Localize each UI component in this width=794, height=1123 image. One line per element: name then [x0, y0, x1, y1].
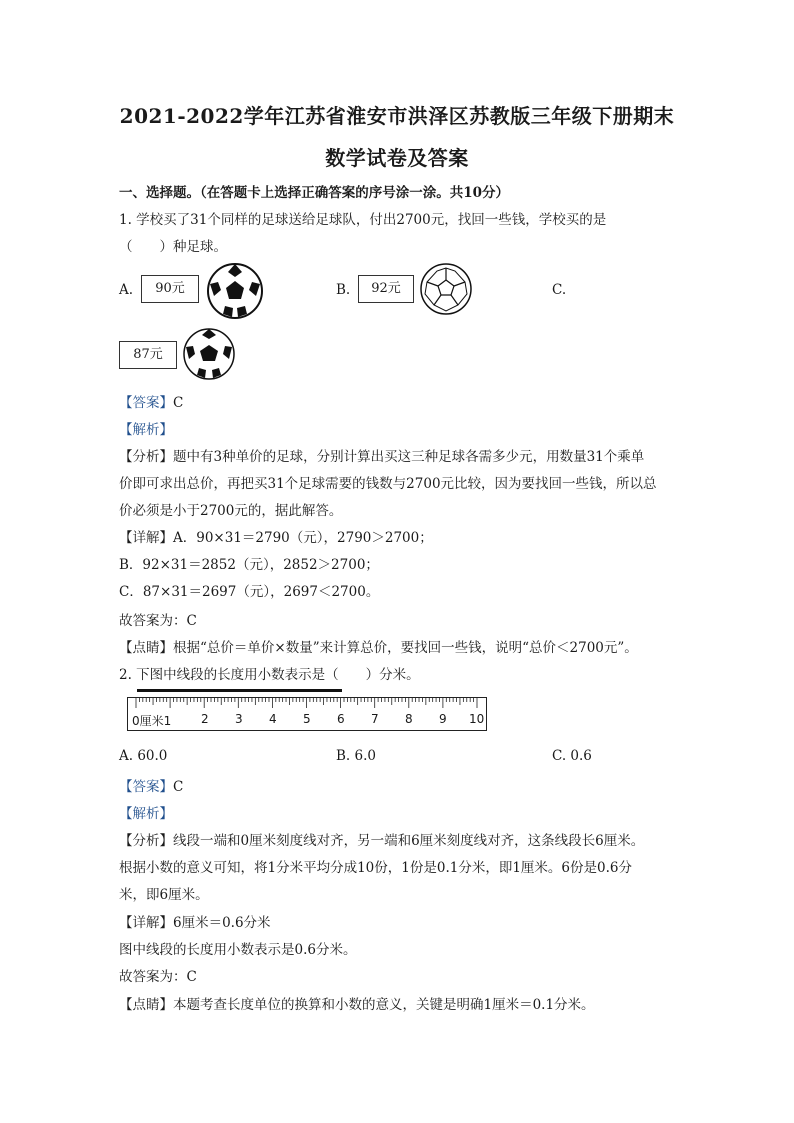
dianjing-tag: 【点睛】	[119, 640, 173, 656]
q2-xiangjie-line2: 图中线段的长度用小数表示是0.6分米。	[119, 942, 357, 958]
q1-answer	[119, 391, 183, 411]
q1-stem-line1: 1. 学校买了31个同样的足球送给足球队，付出2700元，找回一些钱，学校买的是	[119, 212, 607, 228]
page-subtitle: 数学试卷及答案	[325, 146, 469, 170]
dianjing-tag: 【点睛】	[119, 997, 173, 1013]
ruler-label-8: 8	[405, 712, 413, 726]
q1-option-c-letter: C.	[552, 282, 567, 298]
answer-tag: 【答案】	[119, 779, 173, 795]
q2-fenxi-line1	[119, 829, 644, 849]
xiangjie-text: 6厘米＝0.6分米	[173, 915, 271, 931]
xiangjie-text: A．90×31＝2790（元），2790＞2700；	[173, 530, 433, 546]
measured-line-segment	[137, 689, 342, 692]
q1-xiangjie-line2: B．92×31＝2852（元），2852＞2700；	[119, 557, 379, 573]
fenxi-tag: 【分析】	[119, 449, 173, 465]
fenxi-text: 题中有3种单价的足球，分别计算出买这三种足球各需多少元，用数量31个乘单	[173, 449, 645, 465]
q2-option-b: B. 6.0	[336, 748, 376, 764]
ruler	[127, 697, 487, 731]
q1-fenxi-line1	[119, 445, 644, 465]
soccer-ball-icon	[182, 327, 236, 381]
ruler-label-10: 10	[469, 712, 485, 726]
fenxi-text: 线段一端和0厘米刻度线对齐，另一端和6厘米刻度线对齐，这条线段长6厘米。	[173, 833, 645, 849]
answer-value: C	[173, 779, 184, 795]
ruler-label-2: 2	[201, 712, 209, 726]
section-heading: 一、选择题。（在答题卡上选择正确答案的序号涂一涂。共10分）	[119, 185, 510, 201]
ruler-label-3: 3	[235, 712, 243, 726]
soccer-ball-outline-icon	[419, 262, 473, 316]
fenxi-tag: 【分析】	[119, 833, 173, 849]
answer-value: C	[173, 395, 184, 411]
ruler-label-0: 0厘米1	[132, 714, 172, 728]
q2-fenxi-line3: 米，即6厘米。	[119, 887, 209, 903]
dianjing-text: 本题考查长度单位的换算和小数的意义，关键是明确1厘米＝0.1分米。	[173, 997, 595, 1013]
q1-option-a-price: 90元	[141, 275, 199, 303]
q2-stem: 2. 下图中线段的长度用小数表示是（ ）分米。	[119, 667, 420, 683]
q1-option-b-price: 92元	[358, 275, 414, 303]
ruler-label-5: 5	[303, 712, 311, 726]
soccer-ball-icon	[206, 262, 264, 320]
q2-xiangjie-line1	[119, 911, 271, 931]
xiangjie-tag: 【详解】	[119, 530, 173, 546]
q1-xiangjie-line3: C．87×31＝2697（元），2697＜2700。	[119, 584, 380, 600]
q1-stem-line2: （ ）种足球。	[119, 239, 227, 255]
ruler-label-6: 6	[337, 712, 345, 726]
ruler-label-7: 7	[371, 712, 379, 726]
q1-final: 故答案为：C	[119, 613, 197, 629]
q1-option-a-letter: A.	[119, 282, 134, 298]
q1-dianjing	[119, 636, 638, 656]
q2-option-c: C. 0.6	[552, 748, 592, 764]
q2-analysis-tag: 【解析】	[119, 806, 173, 822]
q2-dianjing	[119, 993, 595, 1013]
q1-analysis-tag: 【解析】	[119, 422, 173, 438]
q1-xiangjie-line1	[119, 526, 433, 546]
q2-option-a: A. 60.0	[119, 748, 168, 764]
q1-option-b-letter: B.	[336, 282, 351, 298]
q2-final: 故答案为：C	[119, 969, 197, 985]
dianjing-text: 根据“总价＝单价×数量”来计算总价，要找回一些钱，说明“总价＜2700元”。	[173, 640, 638, 656]
answer-tag: 【答案】	[119, 395, 173, 411]
q2-fenxi-line2: 根据小数的意义可知，将1分米平均分成10份，1份是0.1分米，即1厘米。6份是0.6分	[119, 860, 632, 876]
q1-option-c-price: 87元	[119, 341, 177, 369]
ruler-label-4: 4	[269, 712, 277, 726]
q1-fenxi-line3: 价必须是小于2700元的，据此解答。	[119, 503, 343, 519]
xiangjie-tag: 【详解】	[119, 915, 173, 931]
page-title: 2021-2022学年江苏省淮安市洪泽区苏教版三年级下册期末	[119, 104, 675, 128]
q2-answer	[119, 775, 183, 795]
ruler-label-9: 9	[439, 712, 447, 726]
q1-fenxi-line2: 价即可求出总价，再把买31个足球需要的钱数与2700元比较，因为要找回一些钱，所以总	[119, 476, 657, 492]
